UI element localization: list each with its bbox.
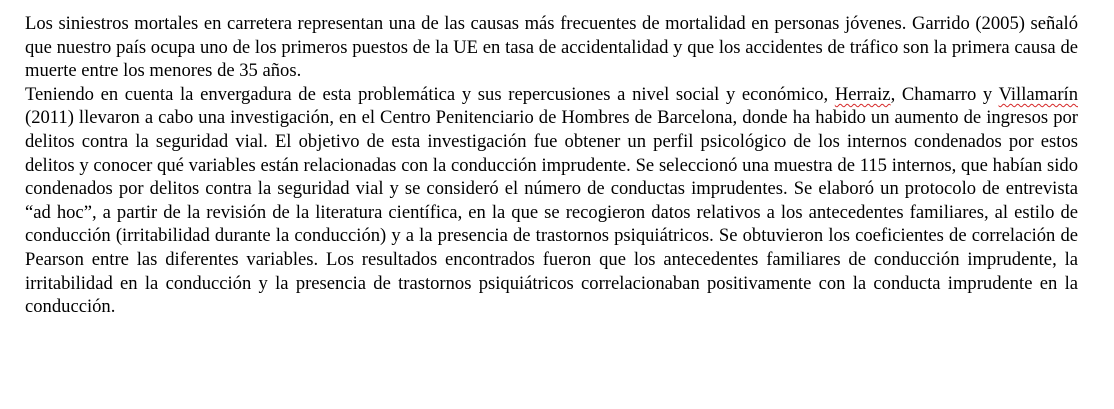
- document-body[interactable]: [25, 12, 1078, 319]
- paragraph-intro: [25, 12, 1078, 83]
- spellcheck-word-herraiz[interactable]: Herraiz: [834, 83, 891, 105]
- paragraph-study-text-2: , Chamarro y: [890, 83, 999, 105]
- paragraph-study-text-1: Teniendo en cuenta la envergadura de esta problemática y sus repercusiones a nivel social y económico,: [25, 83, 835, 105]
- paragraph-study-text-3: (2011) llevaron a cabo una investigación, en el Centro Penitenciario de Hombres de Barcelona, donde ha habido un aumento de ingresos por delitos contra la seguridad vial. El objetivo de esta investigación fue obtener un perfil psicológico de los internos condenados por estos delitos y conocer qué variables están relacionadas con la conducción imprudente. Se seleccionó una muestra de 115 internos, que habían sido condenados por delitos contra la seguridad vial y se consideró el número de conductas imprudentes. Se elaboró un protocolo de entrevista “ad hoc”, a partir de la revisión de la literatura científica, en la que se recogieron datos relativos a los antecedentes familiares, al estilo de conducción (irritabilidad durante la conducción) y a la presencia de trastornos psiquiátricos. Se obtuvieron los coeficientes de correlación de Pearson entre las diferentes variables. Los resultados encontrados fueron que los antecedentes familiares de conducción imprudente, la irritabilidad en la conducción y la presencia de trastornos psiquiátricos correlacionaban positivamente con la conducta imprudente en la conducción.: [25, 107, 1078, 318]
- spellcheck-word-villamarin[interactable]: Villamarín: [998, 83, 1078, 105]
- paragraph-study: [25, 83, 1078, 319]
- paragraph-intro-text: Los siniestros mortales en carretera representan una de las causas más frecuentes de mortalidad en personas jóvenes. Garrido (2005) señaló que nuestro país ocupa uno de los primeros puestos de la UE en tasa de accidentalidad y que los accidentes de tráfico son la primera causa de muerte entre los menores de 35 años.: [25, 13, 1078, 82]
